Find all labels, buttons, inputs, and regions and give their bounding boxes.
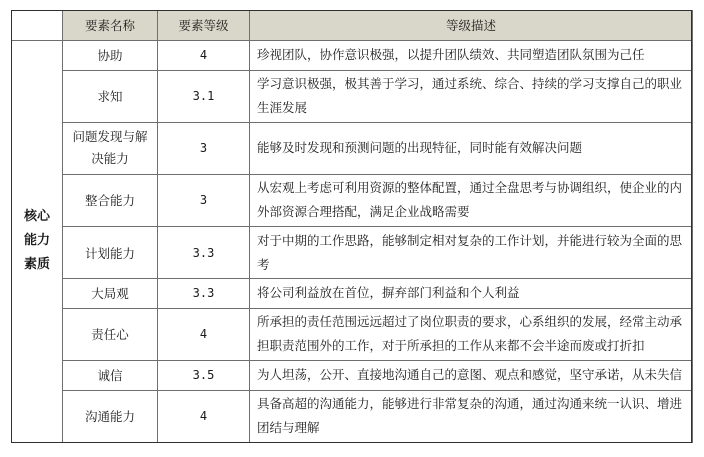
- element-level: 3: [158, 174, 250, 226]
- element-level: 4: [158, 390, 250, 442]
- element-name: 大局观: [63, 279, 158, 309]
- element-level: 3.3: [158, 226, 250, 278]
- header-level-description: 等级描述: [250, 11, 693, 41]
- element-name: 诚信: [63, 360, 158, 390]
- level-description: 从宏观上考虑可利用资源的整体配置，通过全盘思考与协调组织，使企业的内外部资源合理搭配，满足企业战略需要: [250, 174, 693, 226]
- level-description: 能够及时发现和预测问题的出现特征，同时能有效解决问题: [250, 122, 693, 174]
- element-name: 求知: [63, 70, 158, 122]
- group-label-line: 能力: [23, 233, 50, 249]
- element-name: 问题发现与解决能力: [63, 122, 158, 174]
- header-element-name: 要素名称: [63, 11, 158, 41]
- element-level: 3.3: [158, 279, 250, 309]
- element-name: 整合能力: [63, 174, 158, 226]
- group-label-line: 素质: [23, 257, 50, 273]
- level-description: 所承担的责任范围远远超过了岗位职责的要求，心系组织的发展，经常主动承担职责范围外的工作，对于所承担的工作从来都不会半途而废或打折扣: [250, 308, 693, 360]
- level-description: 学习意识极强，极其善于学习，通过系统、综合、持续的学习支撑自己的职业生涯发展: [250, 70, 693, 122]
- element-level: 3: [158, 122, 250, 174]
- level-description: 具备高超的沟通能力，能够进行非常复杂的沟通，通过沟通来统一认识、增进团结与理解: [250, 390, 693, 442]
- element-level: 4: [158, 40, 250, 70]
- outer-frame: [11, 10, 692, 443]
- element-name: 协助: [63, 40, 158, 70]
- level-description: 对于中期的工作思路，能够制定相对复杂的工作计划，并能进行较为全面的思考: [250, 226, 693, 278]
- element-level: 3.5: [158, 360, 250, 390]
- element-name: 计划能力: [63, 226, 158, 278]
- header-element-level: 要素等级: [158, 11, 250, 41]
- group-label-line: 核心: [23, 209, 50, 225]
- element-name: 沟通能力: [63, 390, 158, 442]
- element-level: 3.1: [158, 70, 250, 122]
- level-description: 将公司利益放在首位，摒弃部门利益和个人利益: [250, 279, 693, 309]
- element-level: 4: [158, 308, 250, 360]
- level-description: 为人坦荡，公开、直接地沟通自己的意图、观点和感觉，坚守承诺，从未失信: [250, 360, 693, 390]
- level-description: 珍视团队，协作意识极强，以提升团队绩效、共同塑造团队氛围为己任: [250, 40, 693, 70]
- element-name: 责任心: [63, 308, 158, 360]
